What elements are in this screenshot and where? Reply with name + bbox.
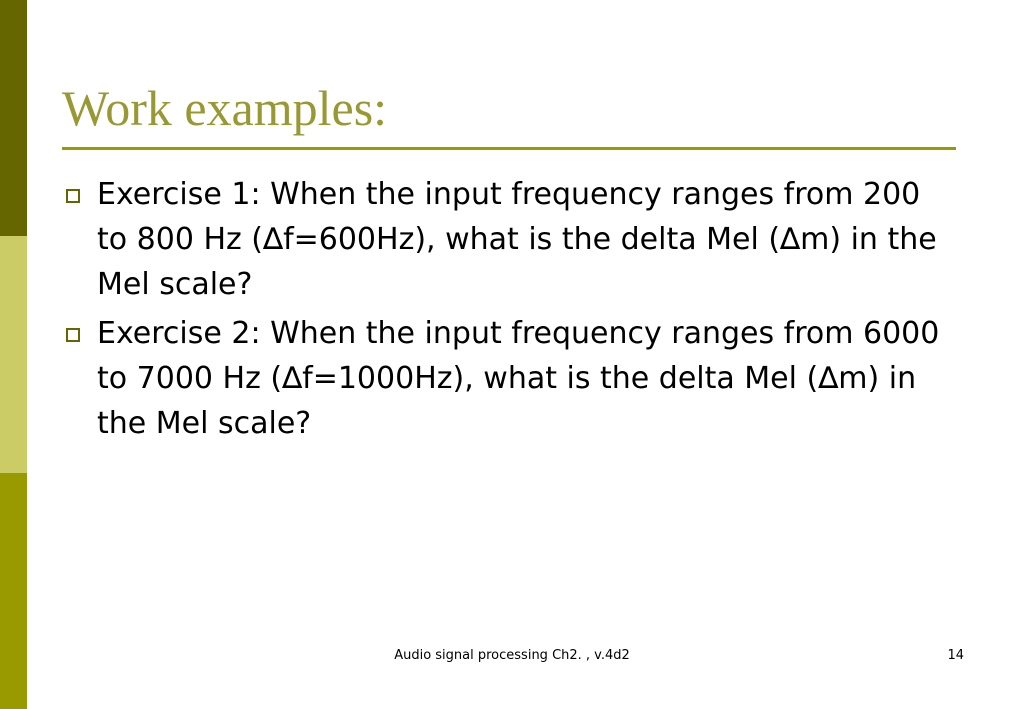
sidebar-segment-bottom — [0, 473, 27, 709]
bullet-item-exercise-1 — [62, 172, 952, 307]
bullet-item-exercise-2 — [62, 311, 952, 446]
slide-title: Work examples: — [62, 80, 388, 136]
sidebar-segment-middle — [0, 236, 27, 473]
hollow-square-icon — [66, 189, 80, 203]
footer-text: Audio signal processing Ch2. , v.4d2 — [394, 648, 630, 663]
sidebar-decoration — [0, 0, 27, 709]
sidebar-segment-top — [0, 0, 27, 236]
bullet-text: Exercise 1: When the input frequency ranges from 200 to 800 Hz (∆f=600Hz), what is the delta Mel (∆m) in the Mel scale? — [97, 177, 937, 302]
hollow-square-icon — [66, 328, 80, 342]
title-divider — [62, 147, 956, 150]
bullet-text: Exercise 2: When the input frequency ranges from 6000 to 7000 Hz (∆f=1000Hz), what is the delta Mel (∆m) in the Mel scale? — [97, 316, 940, 441]
bullet-list — [62, 172, 952, 450]
page-number: 14 — [947, 648, 964, 663]
